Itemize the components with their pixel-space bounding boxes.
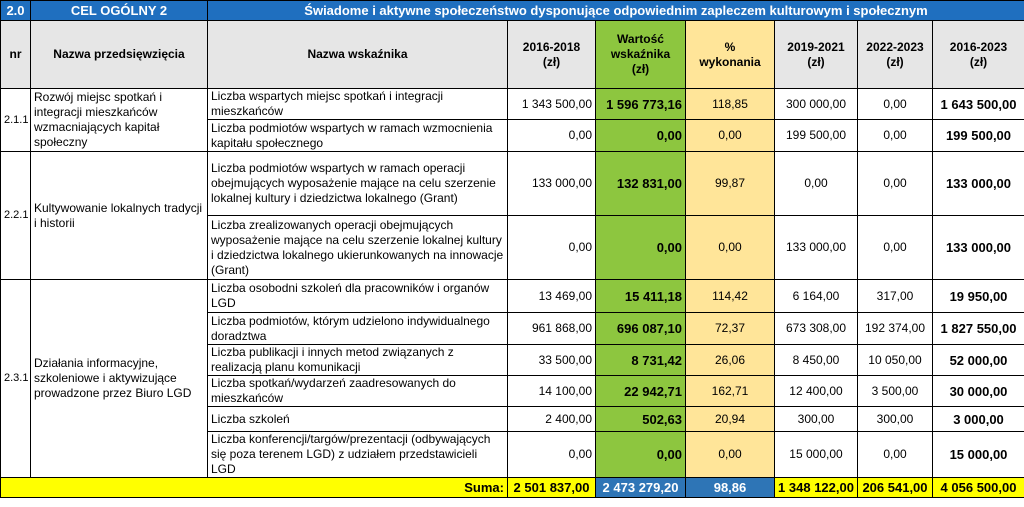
indicator-name: Liczba konferencji/targów/prezentacji (odbywających się poza terenem LGD) z udziałem przedstawicieli LGD bbox=[208, 432, 508, 478]
indicator-name: Liczba zrealizowanych operacji obejmujących wyposażenie mające na celu szerzenie lokalnej kultury i dziedzictwa lokalnego ukierunkowanych na innowacje (Grant) bbox=[208, 216, 508, 280]
cell-2022-2023: 192 374,00 bbox=[858, 313, 933, 345]
col-2016-2018: 2016-2018 (zł) bbox=[508, 21, 596, 89]
cell-pct: 0,00 bbox=[686, 216, 775, 280]
cell-2019-2021: 199 500,00 bbox=[775, 120, 858, 152]
cell-2019-2021: 300,00 bbox=[775, 407, 858, 432]
cell-2016-2018: 13 469,00 bbox=[508, 280, 596, 313]
cell-2022-2023: 0,00 bbox=[858, 152, 933, 216]
project-name: Rozwój miejsc spotkań i integracji mieszkańców wzmacniających kapitał społeczny bbox=[31, 89, 208, 152]
cell-2016-2023: 3 000,00 bbox=[933, 407, 1024, 432]
col-pct: % wykonania bbox=[686, 21, 775, 89]
cell-2016-2018: 0,00 bbox=[508, 432, 596, 478]
table-row bbox=[1, 89, 1024, 120]
indicator-name: Liczba wspartych miejsc spotkań i integracji mieszkańców bbox=[208, 89, 508, 120]
cell-2016-2023: 1 643 500,00 bbox=[933, 89, 1024, 120]
cell-2019-2021: 300 000,00 bbox=[775, 89, 858, 120]
cell-2022-2023: 0,00 bbox=[858, 216, 933, 280]
col-project: Nazwa przedsięwzięcia bbox=[31, 21, 208, 89]
cell-2016-2023: 19 950,00 bbox=[933, 280, 1024, 313]
indicator-name: Liczba podmiotów wspartych w ramach wzmocnienia kapitału społecznego bbox=[208, 120, 508, 152]
cell-2016-2023: 199 500,00 bbox=[933, 120, 1024, 152]
row-nr: 2.3.1 bbox=[1, 280, 31, 478]
cell-2022-2023: 317,00 bbox=[858, 280, 933, 313]
sum-2019-2021: 1 348 122,00 bbox=[775, 478, 858, 498]
indicator-name: Liczba spotkań/wydarzeń zaadresowanych do mieszkańców bbox=[208, 376, 508, 407]
cell-2019-2021: 673 308,00 bbox=[775, 313, 858, 345]
cell-pct: 26,06 bbox=[686, 345, 775, 376]
cell-2022-2023: 0,00 bbox=[858, 432, 933, 478]
indicator-name: Liczba osobodni szkoleń dla pracowników i organów LGD bbox=[208, 280, 508, 313]
cell-2019-2021: 12 400,00 bbox=[775, 376, 858, 407]
table-row bbox=[1, 152, 1024, 216]
project-name: Działania informacyjne, szkoleniowe i aktywizujące prowadzone przez Biuro LGD bbox=[31, 280, 208, 478]
cell-2016-2023: 30 000,00 bbox=[933, 376, 1024, 407]
indicator-name: Liczba podmiotów wspartych w ramach operacji obejmujących wyposażenie mające na celu szerzenie lokalnej kultury i dziedzictwa lokalnego (Grant) bbox=[208, 152, 508, 216]
cell-value: 8 731,42 bbox=[596, 345, 686, 376]
cell-2016-2023: 133 000,00 bbox=[933, 216, 1024, 280]
cell-value: 0,00 bbox=[596, 216, 686, 280]
col-indicator: Nazwa wskaźnika bbox=[208, 21, 508, 89]
cell-2016-2023: 15 000,00 bbox=[933, 432, 1024, 478]
col-2019-2021: 2019-2021 (zł) bbox=[775, 21, 858, 89]
row-nr: 2.2.1 bbox=[1, 152, 31, 280]
cell-2016-2018: 33 500,00 bbox=[508, 345, 596, 376]
cell-2016-2023: 52 000,00 bbox=[933, 345, 1024, 376]
cell-2022-2023: 3 500,00 bbox=[858, 376, 933, 407]
cell-value: 696 087,10 bbox=[596, 313, 686, 345]
cell-value: 15 411,18 bbox=[596, 280, 686, 313]
goal-code: 2.0 bbox=[1, 1, 31, 21]
indicator-name: Liczba publikacji i innych metod związanych z realizacją planu komunikacji bbox=[208, 345, 508, 376]
cell-pct: 114,42 bbox=[686, 280, 775, 313]
cell-value: 132 831,00 bbox=[596, 152, 686, 216]
cell-value: 22 942,71 bbox=[596, 376, 686, 407]
cell-2022-2023: 300,00 bbox=[858, 407, 933, 432]
cell-2016-2018: 961 868,00 bbox=[508, 313, 596, 345]
sum-2016-2023: 4 056 500,00 bbox=[933, 478, 1024, 498]
col-value: Wartość wskaźnika (zł) bbox=[596, 21, 686, 89]
row-nr: 2.1.1 bbox=[1, 89, 31, 152]
sum-pct: 98,86 bbox=[686, 478, 775, 498]
cell-pct: 0,00 bbox=[686, 120, 775, 152]
cell-pct: 162,71 bbox=[686, 376, 775, 407]
cell-2016-2023: 133 000,00 bbox=[933, 152, 1024, 216]
goal-label: CEL OGÓLNY 2 bbox=[31, 1, 208, 21]
cell-pct: 118,85 bbox=[686, 89, 775, 120]
col-2016-2023: 2016-2023 (zł) bbox=[933, 21, 1024, 89]
col-nr: nr bbox=[1, 21, 31, 89]
cell-2022-2023: 10 050,00 bbox=[858, 345, 933, 376]
cell-2016-2018: 0,00 bbox=[508, 216, 596, 280]
sum-label: Suma: bbox=[1, 478, 508, 498]
cell-2016-2018: 133 000,00 bbox=[508, 152, 596, 216]
cell-value: 1 596 773,16 bbox=[596, 89, 686, 120]
sum-2016-2018: 2 501 837,00 bbox=[508, 478, 596, 498]
cell-pct: 72,37 bbox=[686, 313, 775, 345]
cell-2022-2023: 0,00 bbox=[858, 120, 933, 152]
cell-2016-2018: 1 343 500,00 bbox=[508, 89, 596, 120]
sum-2022-2023: 206 541,00 bbox=[858, 478, 933, 498]
sum-row bbox=[1, 478, 1024, 498]
cell-pct: 20,94 bbox=[686, 407, 775, 432]
column-header-row bbox=[1, 21, 1024, 89]
cell-pct: 0,00 bbox=[686, 432, 775, 478]
goal-title: Świadome i aktywne społeczeństwo dysponujące odpowiednim zapleczem kulturowym i społecznym bbox=[208, 1, 1024, 21]
cell-2016-2018: 0,00 bbox=[508, 120, 596, 152]
sum-value: 2 473 279,20 bbox=[596, 478, 686, 498]
cell-value: 0,00 bbox=[596, 432, 686, 478]
cell-2019-2021: 133 000,00 bbox=[775, 216, 858, 280]
table-row bbox=[1, 280, 1024, 313]
cell-value: 502,63 bbox=[596, 407, 686, 432]
indicator-name: Liczba podmiotów, którym udzielono indywidualnego doradztwa bbox=[208, 313, 508, 345]
goal-header-row bbox=[1, 1, 1024, 21]
indicator-name: Liczba szkoleń bbox=[208, 407, 508, 432]
cell-2016-2018: 14 100,00 bbox=[508, 376, 596, 407]
cell-value: 0,00 bbox=[596, 120, 686, 152]
cell-2019-2021: 6 164,00 bbox=[775, 280, 858, 313]
project-name: Kultywowanie lokalnych tradycji i historii bbox=[31, 152, 208, 280]
cell-2016-2018: 2 400,00 bbox=[508, 407, 596, 432]
col-2022-2023: 2022-2023 (zł) bbox=[858, 21, 933, 89]
cell-2016-2023: 1 827 550,00 bbox=[933, 313, 1024, 345]
cell-2019-2021: 15 000,00 bbox=[775, 432, 858, 478]
cell-2022-2023: 0,00 bbox=[858, 89, 933, 120]
cell-2019-2021: 8 450,00 bbox=[775, 345, 858, 376]
cell-2019-2021: 0,00 bbox=[775, 152, 858, 216]
cell-pct: 99,87 bbox=[686, 152, 775, 216]
